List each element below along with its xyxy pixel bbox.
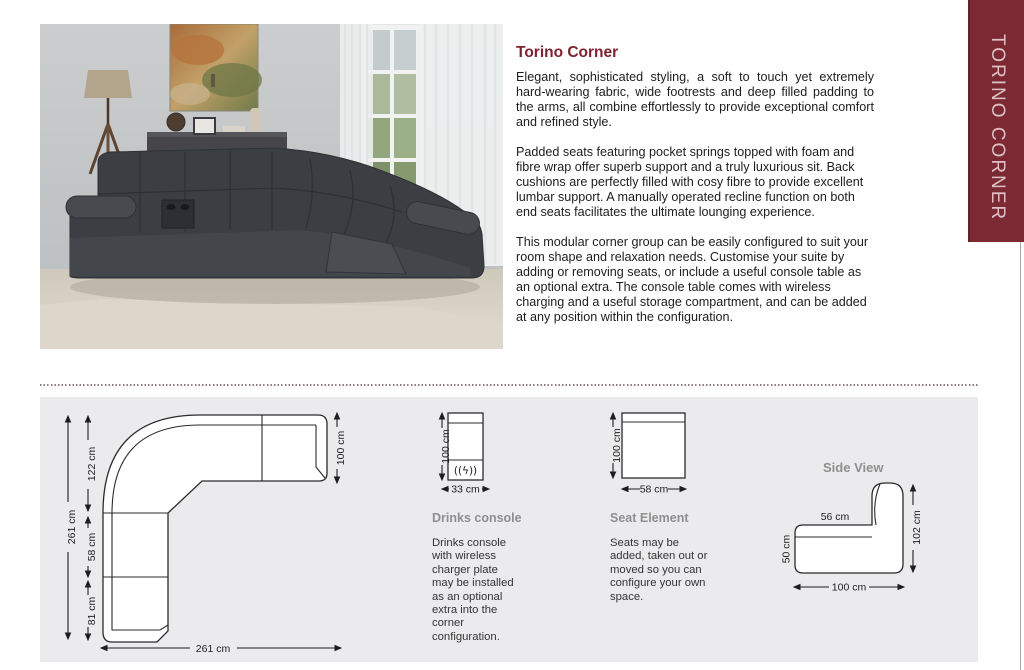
intro-paragraph: Elegant, sophisticated styling, a soft to touch yet extremely hard-wearing fabric, wide footrests and deep filled padding to the arms, all combine effortlessly to provide exceptional comfort and refined style.	[516, 70, 874, 129]
article	[516, 44, 874, 340]
plan-seg-top-label: 122 cm	[86, 446, 98, 482]
plan-arm-depth-label: 100 cm	[335, 430, 347, 466]
plan-bottom-total-label: 261 cm	[195, 643, 231, 655]
side-view-heading: Side View	[823, 460, 884, 475]
drinks-console-diagram	[440, 413, 488, 496]
picture-frame-decor	[194, 118, 215, 134]
comfort-paragraph: Padded seats featuring pocket springs topped with foam and fibre wrap offer superb support and a truly luxurious sit. Back cushions are perfectly filled with cosy fibre to provide excellent lumbar support. A manually operated recline function on both end seats facilitates the ultimate lounging experience.	[516, 145, 864, 219]
drinks-console-heading: Drinks console	[432, 511, 522, 525]
page-title: Torino Corner	[516, 44, 619, 61]
drinks-console-description: Drinks console with wireless charger plate may be installed as an optional extra into the corner configuration.	[432, 537, 514, 643]
books-decor	[223, 126, 245, 132]
dimensions-panel	[40, 397, 978, 662]
console-height-label: 100 cm	[440, 429, 452, 464]
console-width-label: 33 cm	[451, 483, 480, 496]
cupholder-console	[162, 200, 194, 228]
seat-element-diagram	[611, 413, 685, 496]
sideview-seat-depth-label: 56 cm	[820, 511, 850, 523]
wireless-charging-icon: ((ϟ))	[453, 465, 478, 477]
modular-paragraph: This modular corner group can be easily configured to suit your room shape and relaxation needs. Customise your suite by adding or removing seats, or include a useful console table as an optional extra. The console table comes with wireless charging and a useful storage compartment, and can be added at any position within the configuration.	[516, 235, 869, 324]
sideview-overall-height-label: 102 cm	[911, 510, 923, 545]
sideview-overall-depth-label: 100 cm	[831, 581, 867, 594]
plan-left-total-label: 261 cm	[66, 509, 78, 545]
product-photo	[40, 24, 503, 349]
plan-seg-bottom-label: 81 cm	[86, 596, 98, 626]
plan-seg-mid-label: 58 cm	[86, 532, 98, 562]
vase-decor	[250, 108, 261, 132]
seat-element-description: Seats may be added, taken out or moved so you can configure your own space.	[610, 537, 708, 603]
wall-painting	[170, 24, 262, 111]
sideview-seat-height-label: 50 cm	[780, 534, 793, 564]
globe-decor	[167, 113, 185, 131]
corner-plan-diagram	[66, 414, 347, 655]
side-banner	[968, 0, 1024, 242]
seat-height-label: 100 cm	[611, 428, 623, 463]
side-view-diagram	[781, 483, 924, 594]
dotted-divider	[40, 384, 978, 386]
living-room-scene	[40, 24, 503, 349]
seat-width-label: 58 cm	[639, 483, 669, 496]
seat-element-heading: Seat Element	[610, 511, 689, 525]
banner-label: TORINO CORNER	[987, 34, 1008, 222]
